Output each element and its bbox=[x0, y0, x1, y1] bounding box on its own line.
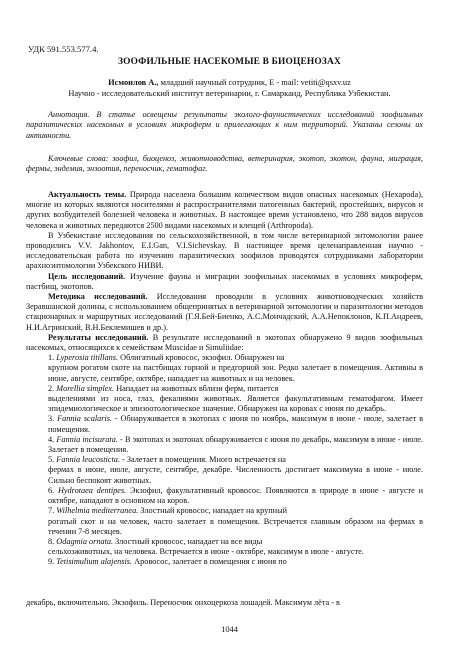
author-details: младший научный сотрудник, E - mail: vetiti@qsxv.uz bbox=[158, 78, 351, 87]
species-item bbox=[26, 353, 423, 363]
paragraph-lead: Цель исследований. bbox=[48, 271, 126, 281]
species-item-continuation: фермах в июне, июле, августе, сентябре, декабре. Численность достигает максимума в июне - июле. Сильно беспокоят животных. bbox=[48, 465, 423, 485]
species-item bbox=[26, 414, 423, 434]
item-text: Облигатный кровосос, экзофил. Обнаружен на bbox=[118, 353, 285, 363]
item-text: Злостный кровосос, нападает на крупный bbox=[138, 506, 288, 516]
species-item bbox=[26, 537, 423, 547]
paragraph-lead: Методика исследований. bbox=[48, 292, 148, 302]
affiliation: Научно - исследовательский институт ветеринарии, г. Самарканд, Республика Узбекистан. bbox=[68, 89, 391, 98]
species-item-continuation: крупном рогатом скоте на пастбищах горной и предгорной зон. Редко залетает в помещения. Активны в июне, августе, сентябре, октябре, нападает на животных и на человек. bbox=[48, 363, 423, 383]
abstract: Аннотация. В статье освещены результаты эколого-фаунистических исследований зоофильных паразитических насекомых в условиях микроферм и прилегающих к ним территорий. Указаны сезоны их активности. bbox=[26, 110, 423, 140]
item-text: Экзофил, факультативный кровосос. Появляются в природе в июне - августе и октябре, нападают в основном на коров. bbox=[48, 485, 423, 506]
paragraph-text: В результате исследований в экотопах обнаружено 9 видов зоофильных насекомых, относящихся к семействам Muscidae и Simuliidae: bbox=[26, 332, 423, 353]
species-item bbox=[26, 506, 423, 516]
paragraph-text: Природа населена большим количеством видов опасных насекомых (Hexapoda), многие из которых являются носителями и распространителями патогенных бактерий, простейших, вирусов и других возбудителей болезней человека и животных. В настоящее время установлено, что 288 видов вирусов человека и животных передаются 2500 видами насекомых и клещей (Arthropoda). bbox=[26, 190, 424, 230]
item-number: 5. bbox=[48, 455, 55, 465]
udc-code: УДК 591.553.577.4. bbox=[28, 44, 99, 54]
continuation-line: декабрь, включительно. Экзофиль. Переносчик онхоцеркоза лошадей. Максимум лёта - в bbox=[26, 598, 340, 607]
species-item bbox=[26, 455, 423, 465]
item-number: 4. bbox=[48, 434, 55, 444]
species-item bbox=[26, 557, 423, 567]
species-item-continuation: сельхозживотных, на человека. Встречается в июне - октябре, максимум в июле - августе. bbox=[48, 547, 364, 557]
article-body bbox=[26, 190, 423, 568]
species-name: Fannia incisurata. bbox=[56, 434, 118, 444]
item-number: 2. bbox=[48, 383, 55, 393]
item-text: Аровосос, залетает в помещения с июня по bbox=[132, 557, 287, 567]
paragraph-method bbox=[26, 292, 423, 333]
item-number: 1. bbox=[48, 353, 55, 363]
keywords: Ключевые слова: зоофил, биоценоз, животноводства, ветеринария, экотоп, экотон, фауна, миграция, фермы, эндемия, энзоотия, переносчик, гематофаг. bbox=[26, 154, 423, 174]
species-name: Tetisimulium alajensis. bbox=[56, 557, 133, 567]
paragraph-lead: Результаты исследований. bbox=[48, 332, 149, 342]
paragraph-relevance bbox=[26, 190, 423, 231]
species-name: Morellia simplex. bbox=[56, 383, 115, 393]
species-name: Lyperosia titillans. bbox=[56, 353, 119, 363]
species-item bbox=[26, 435, 423, 455]
page-number: 1044 bbox=[221, 625, 238, 634]
item-number: 7. bbox=[48, 506, 55, 516]
species-name: Fannia leucosticta. bbox=[56, 455, 120, 465]
paragraph-lead: Актуальность темы. bbox=[48, 190, 127, 199]
item-number: 3. bbox=[48, 414, 55, 424]
item-number: 9. bbox=[48, 557, 55, 567]
paragraph-history: В Узбекистане исследования по сельскохозяйственной, в том числе ветеринарной энтомологии ранее проводились V.V. Jakhontov, E.I.Gan, V.I.Sichevskay. В настоящее время целенаправленная научно - исследовательская работа по изучению паразитических зоофилов проводятся сотрудниками лаборатории арахноэнтомологии Узбекского НИВИ. bbox=[26, 230, 423, 271]
paragraph-results bbox=[26, 333, 423, 353]
species-item bbox=[26, 384, 423, 394]
article-title: ЗООФИЛЬНЫЕ НАСЕКОМЫЕ В БИОЦЕНОЗАХ bbox=[118, 57, 341, 67]
author-line bbox=[0, 78, 459, 87]
item-number: 6. bbox=[48, 485, 55, 495]
species-name: Hydrotaea dentipes. bbox=[57, 485, 127, 495]
item-text: Злостный кровосос, нападает на все виды bbox=[113, 536, 263, 546]
item-text: - В экотопах и экотонах обнаруживается с июня по декабрь, максимум в июне - июле. Залетает в помещения. bbox=[48, 434, 423, 455]
species-name: Odagmia ornata. bbox=[56, 536, 114, 546]
author-name: Исмоилов А., bbox=[108, 78, 159, 87]
item-text: - Залетает в помещения. Много встречается на bbox=[119, 455, 286, 465]
species-name: Fannia scalaris. bbox=[57, 414, 113, 424]
paragraph-text: Исследования проводили в условиях животноводческих хозяйств Зеравшанской долины, с использованием общепринятых в ветеринарной энтомологии и паразитологии методов стационарных и маршрутных исследований (Г.Я.Бей-Биенко, А.С.Мончадский, А.А.Непоклонов, К.П.Андреев, Н.И.Агринский, В.Н.Беклемишев и др.). bbox=[26, 292, 424, 332]
item-number: 8. bbox=[48, 536, 55, 546]
item-text: - Обнаруживается в экотопах с июня по ноябрь, максимум в июне - июле, залетает в помещения. bbox=[48, 414, 424, 434]
species-item-continuation: выделениями из носа, глаз, фекалиями животных. Является факультативным гематофагом. Имеет эпидемиологическое и эпизоотологическое значение. Обнаружен на коровах с июня по декабрь. bbox=[48, 394, 423, 414]
species-item bbox=[26, 486, 423, 506]
paragraph-text: Изучение фауны и миграции зоофильных насекомых в условиях микроферм, пастбищ, экотопов. bbox=[26, 271, 423, 291]
item-text: Нападает на животных вблизи ферм, питается bbox=[114, 383, 279, 393]
species-name: Wilhelmia mediterranea. bbox=[56, 506, 139, 516]
paragraph-goal bbox=[26, 272, 423, 292]
species-item-continuation: рогатый скот и на человек, часто залетает в помещения. Встречается главным образом на фермах в течении 7-8 месяцев. bbox=[48, 516, 423, 536]
